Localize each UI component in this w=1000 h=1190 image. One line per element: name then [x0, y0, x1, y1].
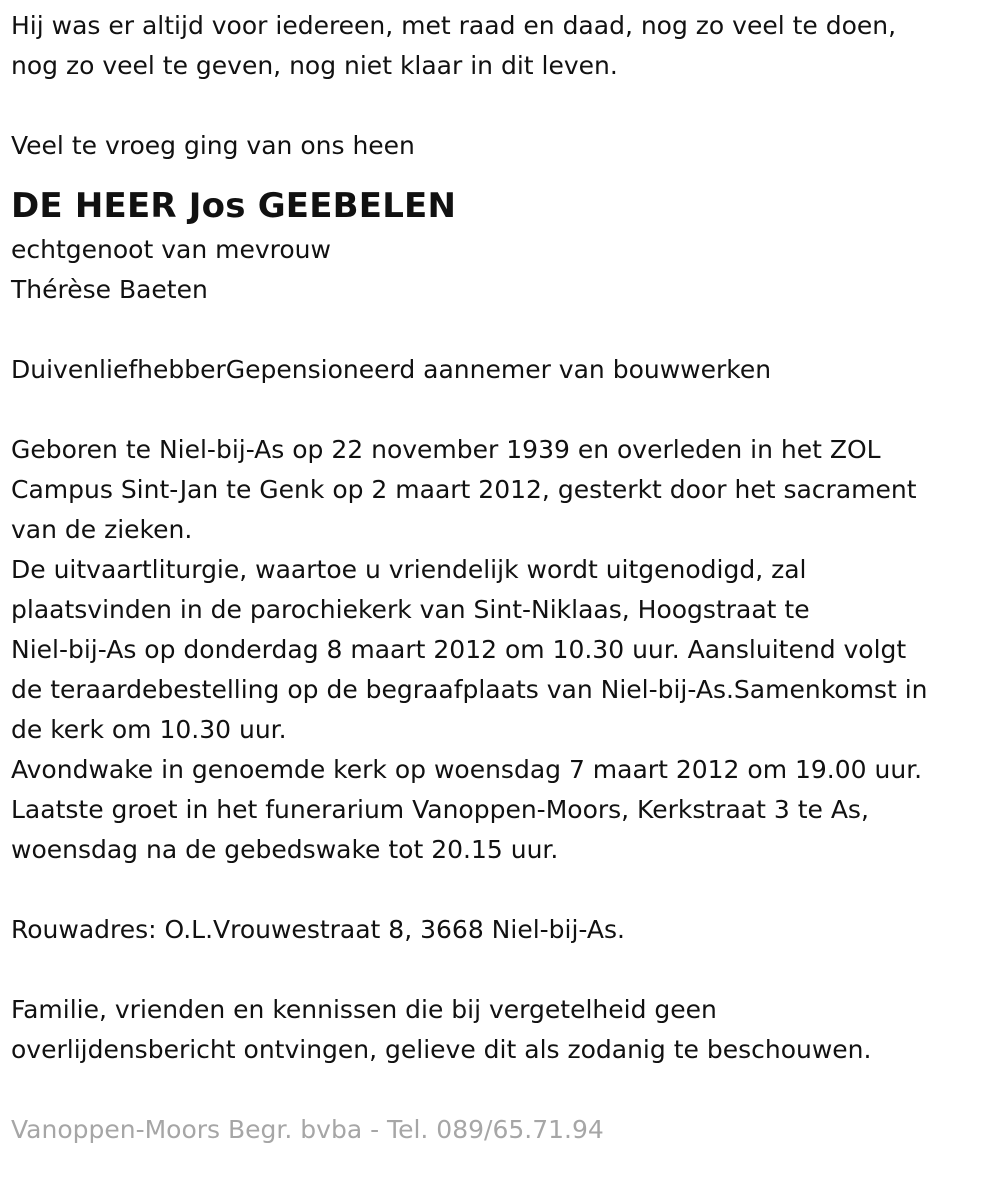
- intro-line: Veel te vroeg ging van ons heen: [11, 131, 415, 160]
- spacer: [11, 86, 991, 126]
- relation-text: echtgenoot van mevrouw: [11, 235, 331, 264]
- details-line: De uitvaartliturgie, waartoe u vriendelijk wordt uitgenodigd, zal: [11, 555, 807, 584]
- spacer: [11, 390, 991, 430]
- occupation-text: DuivenliefhebberGepensioneerd aannemer van bouwwerken: [11, 355, 772, 384]
- funeral-home-footer: Vanoppen-Moors Begr. bvba - Tel. 089/65.71.94: [11, 1115, 604, 1144]
- closing-line: overlijdensbericht ontvingen, gelieve dit als zodanig te beschouwen.: [11, 1035, 872, 1064]
- deceased-name: DE HEER Jos GEEBELEN: [11, 186, 457, 226]
- intro-line: nog zo veel te geven, nog niet klaar in dit leven.: [11, 51, 618, 80]
- details-line: woensdag na de gebedswake tot 20.15 uur.: [11, 835, 559, 864]
- details-line: Avondwake in genoemde kerk op woensdag 7 maart 2012 om 19.00 uur.: [11, 755, 923, 784]
- spacer: [11, 1070, 991, 1110]
- details-line: Geboren te Niel-bij-As op 22 november 1939 en overleden in het ZOL: [11, 435, 881, 464]
- closing-line: Familie, vrienden en kennissen die bij vergetelheid geen: [11, 995, 717, 1024]
- obituary-document: [11, 6, 991, 1150]
- details-line: de kerk om 10.30 uur.: [11, 715, 287, 744]
- spacer: [11, 950, 991, 990]
- mourning-address: Rouwadres: O.L.Vrouwestraat 8, 3668 Niel-bij-As.: [11, 915, 625, 944]
- details-line: Niel-bij-As op donderdag 8 maart 2012 om 10.30 uur. Aansluitend volgt: [11, 635, 907, 664]
- intro-line: Hij was er altijd voor iedereen, met raad en daad, nog zo veel te doen,: [11, 11, 897, 40]
- spouse-name: Thérèse Baeten: [11, 275, 208, 304]
- details-line: Laatste groet in het funerarium Vanoppen-Moors, Kerkstraat 3 te As,: [11, 795, 869, 824]
- details-line: van de zieken.: [11, 515, 193, 544]
- details-line: Campus Sint-Jan te Genk op 2 maart 2012, gesterkt door het sacrament: [11, 475, 917, 504]
- spacer: [11, 870, 991, 910]
- details-line: plaatsvinden in de parochiekerk van Sint-Niklaas, Hoogstraat te: [11, 595, 810, 624]
- details-line: de teraardebestelling op de begraafplaats van Niel-bij-As.Samenkomst in: [11, 675, 928, 704]
- spacer: [11, 310, 991, 350]
